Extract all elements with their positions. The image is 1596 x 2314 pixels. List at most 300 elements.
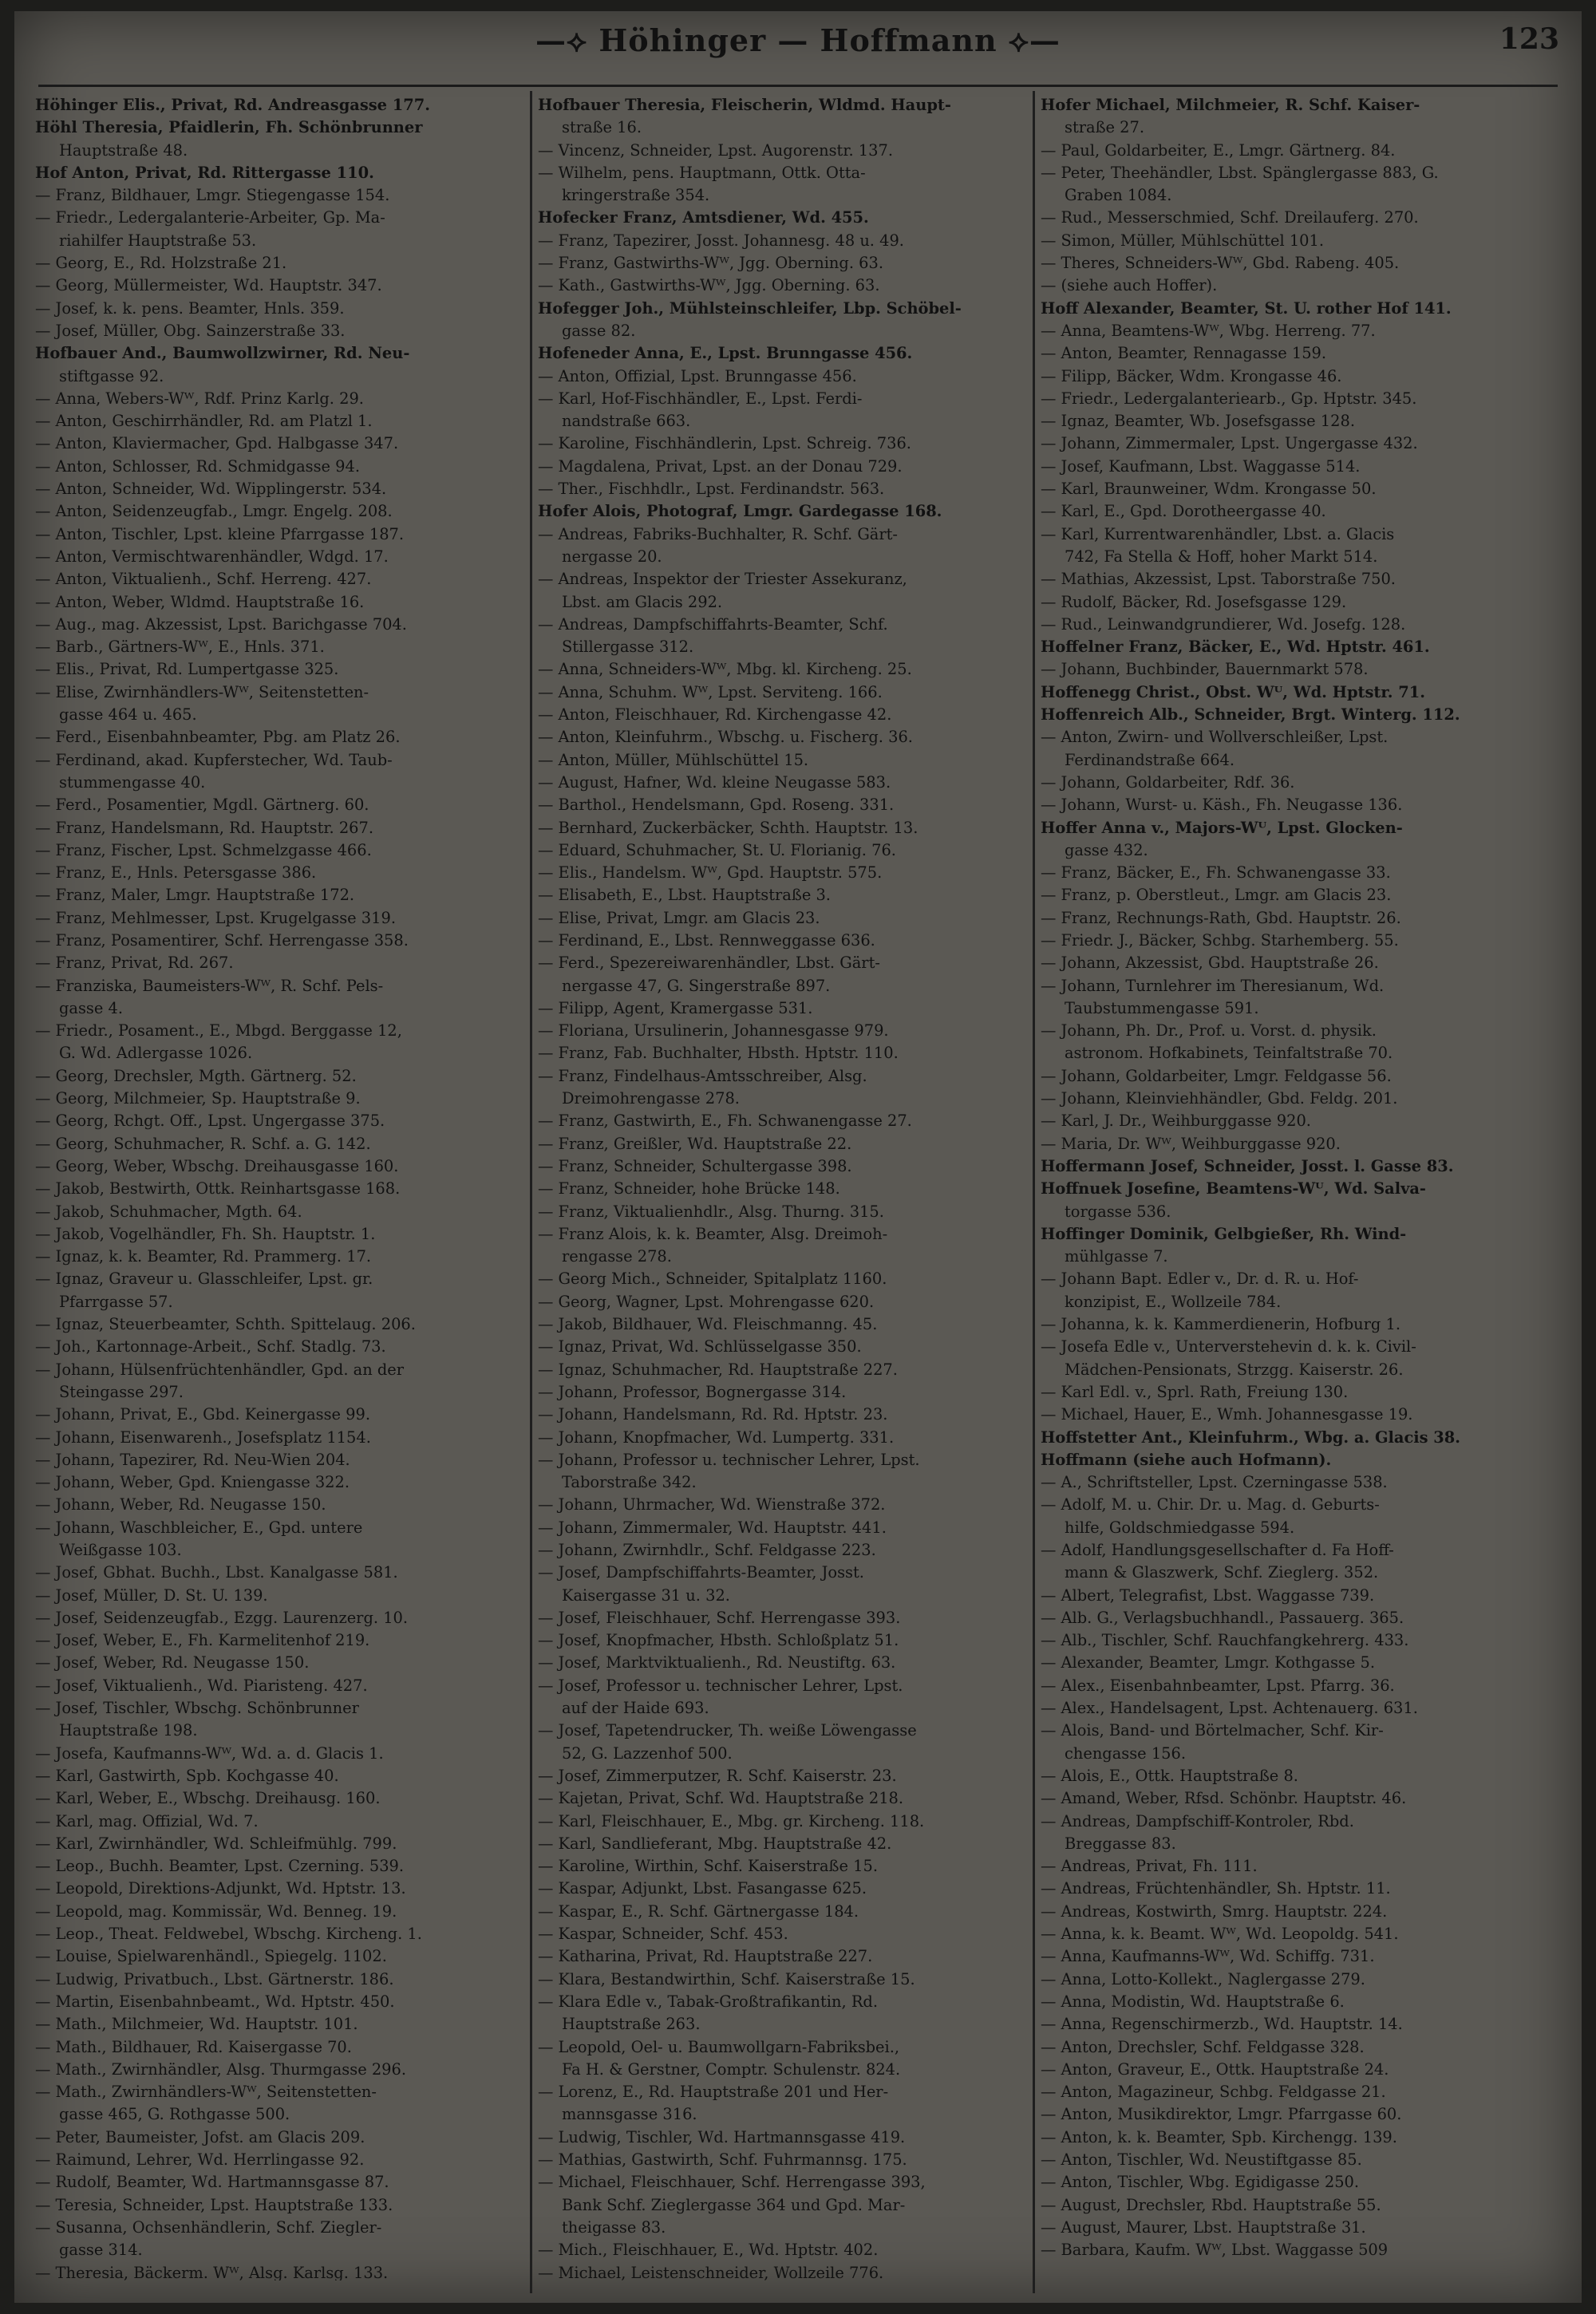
directory-line: Höhl Theresia, Pfaidlerin, Fh. Schönbrunner [35,118,423,137]
directory-line: auf der Haide 693. [562,1699,709,1718]
directory-line: — Ferd., Eisenbahnbeamter, Pbg. am Platz 26. [35,728,401,747]
directory-line: — Alois, E., Ottk. Hauptstraße 8. [1041,1766,1298,1785]
directory-line: — Josef, Seidenzeugfab., Ezgg. Laurenzerg. 10. [35,1608,409,1627]
directory-line: — Josef, Zimmerputzer, R. Schf. Kaiserstr. 23. [538,1766,897,1785]
directory-line: — Anna, Modistin, Wd. Hauptstraße 6. [1041,1992,1345,2011]
directory-line: — Franz, Gastwirths-Wᵂ, Jgg. Oberning. 63. [538,254,884,273]
directory-line: Kaisergasse 31 u. 32. [562,1585,730,1605]
directory-line: — Anton, Vermischtwarenhändler, Wdgd. 17. [35,547,389,566]
directory-line: — Karl, E., Gpd. Dorotheergasse 40. [1041,502,1326,521]
directory-line: Hauptstraße 263. [562,2015,701,2034]
directory-line: — Anton, Schlosser, Rd. Schmidgasse 94. [35,456,361,476]
directory-line: — Filipp, Bäcker, Wdm. Krongasse 46. [1041,366,1342,385]
directory-line: Hoffinger Dominik, Gelbgießer, Rh. Wind- [1041,1224,1407,1243]
directory-line: — Karl, Fleischhauer, E., Mbg. gr. Kircheng. 118. [538,1811,925,1830]
directory-line: — Louise, Spielwarenhändl., Spiegelg. 1102. [35,1947,387,1966]
directory-line: — Teresia, Schneider, Lpst. Hauptstraße 133. [35,2195,393,2214]
directory-line: konzipist, E., Wollzeile 784. [1065,1292,1282,1311]
directory-line: — Andreas, Dampfschiffahrts-Beamter, Schf. [538,614,888,634]
directory-line: — Josef, Weber, E., Fh. Karmelitenhof 219. [35,1631,370,1650]
directory-line: — Franz, Privat, Rd. 267. [35,954,234,973]
directory-line: — Filipp, Agent, Kramergasse 531. [538,998,813,1017]
directory-line: — Bernhard, Zuckerbäcker, Schth. Hauptstr. 13. [538,818,918,837]
directory-line: — Ferd., Spezereiwarenhändler, Lbst. Gärt- [538,954,880,973]
directory-line: — Katharina, Privat, Rd. Hauptstraße 227. [538,1947,873,1966]
directory-line: — Georg, Drechsler, Mgth. Gärtnerg. 52. [35,1066,357,1085]
directory-line: kringerstraße 354. [562,186,710,205]
directory-line: Taubstummengasse 591. [1065,998,1259,1017]
directory-line: Stillergasse 312. [562,638,694,657]
directory-line: — Franz, Fab. Buchhalter, Hbsth. Hptstr. 110. [538,1044,899,1063]
directory-line: — Anna, Webers-Wᵂ, Rdf. Prinz Karlg. 29. [35,389,364,408]
directory-line: rengasse 278. [562,1247,672,1266]
directory-line: — Anton, Magazineur, Schbg. Feldgasse 21. [1041,2083,1386,2102]
directory-line: — Leop., Buchh. Beamter, Lpst. Czerning. 539. [35,1857,405,1876]
directory-line: — Anton, Müller, Mühlschüttel 15. [538,750,809,769]
directory-line: — Johann, Eisenwarenh., Josefsplatz 1154. [35,1427,371,1447]
directory-line: — Georg Mich., Schneider, Spitalplatz 1160. [538,1270,887,1289]
directory-line: — Anton, Offizial, Lpst. Brunngasse 456. [538,366,857,385]
directory-line: — Franziska, Baumeisters-Wᵂ, R. Schf. Pels- [35,976,384,995]
directory-line: — Simon, Müller, Mühlschüttel 101. [1041,231,1325,250]
directory-line: — Ther., Fischhdlr., Lpst. Ferdinandstr. 563. [538,480,885,499]
directory-line: Hoffenreich Alb., Schneider, Brgt. Winterg. 112. [1041,705,1460,725]
directory-line: stiftgasse 92. [59,366,164,385]
directory-line: — Elisabeth, E., Lbst. Hauptstraße 3. [538,886,831,905]
directory-line: — Friedr., Ledergalanterie-Arbeiter, Gp. Ma- [35,208,385,227]
directory-line: — Franz Alois, k. k. Beamter, Alsg. Dreimoh- [538,1224,888,1243]
directory-line: — Johann, Akzessist, Gbd. Hauptstraße 26. [1041,954,1379,973]
directory-line: — Alex., Eisenbahnbeamter, Lpst. Pfarrg. 36. [1041,1676,1395,1695]
directory-line: — Anna, k. k. Beamt. Wᵂ, Wd. Leopoldg. 541. [1041,1925,1399,1944]
directory-line: Höhinger Elis., Privat, Rd. Andreasgasse 177. [35,96,430,114]
directory-line: — Raimund, Lehrer, Wd. Herrlingasse 92. [35,2150,365,2170]
directory-line: Hoffstetter Ant., Kleinfuhrm., Wbg. a. Glacis 38. [1041,1427,1461,1447]
directory-line: — Jakob, Bildhauer, Wd. Fleischmanng. 45. [538,1315,878,1334]
directory-line: — Elis., Handelsm. Wᵂ, Gpd. Hauptstr. 575. [538,863,883,883]
directory-line: — Elise, Privat, Lmgr. am Glacis 23. [538,908,820,927]
directory-line: — Karl, mag. Offizial, Wd. 7. [35,1811,259,1830]
directory-line: — Georg, Wagner, Lpst. Mohrengasse 620. [538,1292,875,1311]
directory-line: — Elise, Zwirnhändlers-Wᵂ, Seitenstetten- [35,682,369,701]
directory-line: — Ignaz, k. k. Beamter, Rd. Prammerg. 17. [35,1247,372,1266]
directory-page [14,11,1582,2303]
directory-line: — Ferdinand, E., Lbst. Rennweggasse 636. [538,930,875,950]
directory-line: gasse 314. [59,2241,143,2260]
directory-line: — Johann, Knopfmacher, Wd. Lumpertg. 331. [538,1427,895,1447]
directory-line: — Johann, Hülsenfrüchtenhändler, Gpd. an der [35,1360,405,1379]
directory-line: nergasse 47, G. Singerstraße 897. [562,976,831,995]
directory-line: 742, Fa Stella & Hoff, hoher Markt 514. [1065,547,1378,566]
directory-line: Hoff Alexander, Beamter, St. U. rother Hof 141. [1041,298,1452,318]
directory-line: — Mich., Fleischhauer, E., Wd. Hptstr. 402. [538,2241,879,2260]
directory-line: — Josef, Marktviktualienh., Rd. Neustiftg. 63. [538,1653,896,1672]
directory-line: — Michael, Hauer, E., Wmh. Johannesgasse 19. [1041,1405,1413,1424]
directory-line: Hoffenegg Christ., Obst. Wᵂ, Wd. Hptstr. 71. [1041,682,1426,701]
directory-line: Hauptstraße 198. [59,1721,198,1740]
directory-line: — Math., Zwirnhändler, Alsg. Thurmgasse 296. [35,2059,407,2079]
directory-line: — Eduard, Schuhmacher, St. U. Florianig. 76. [538,840,896,859]
directory-line: — Karoline, Fischhändlerin, Lpst. Schreig. 736. [538,434,911,453]
directory-line: — Karl Edl. v., Sprl. Rath, Freiung 130. [1041,1382,1349,1401]
directory-line: — Josefa Edle v., Unterverstehevin d. k. k. Civil- [1041,1337,1416,1356]
directory-line: — Theresia, Bäckerm. Wᵂ, Alsg. Karlsg. 133. [35,2263,389,2280]
directory-line: — Anton, Tischler, Wd. Neustiftgasse 85. [1041,2150,1362,2170]
directory-line: — Peter, Theehändler, Lbst. Spänglergasse 883, G. [1041,163,1439,182]
directory-line: — Georg, Schuhmacher, R. Schf. a. G. 142. [35,1134,371,1153]
directory-line: Hofeneder Anna, E., Lpst. Brunngasse 456. [538,344,913,363]
directory-line: — Karl, Braunweiner, Wdm. Krongasse 50. [1041,480,1377,499]
directory-line: Hoffer Anna v., Majors-Wᵂ, Lpst. Glocken- [1041,818,1403,837]
directory-line: — Rud., Messerschmied, Schf. Dreilauferg. 270. [1041,208,1419,227]
directory-line: — August, Drechsler, Rbd. Hauptstraße 55. [1041,2195,1381,2214]
directory-line: — Johann, Zwirnhdlr., Schf. Feldgasse 223. [538,1541,876,1559]
directory-line: — Anton, Viktualienh., Schf. Herreng. 427. [35,570,372,589]
directory-line: — Josef, Fleischhauer, Schf. Herrengasse 393. [538,1608,901,1627]
directory-line: — Karl, Zwirnhändler, Wd. Schleifmühlg. 799. [35,1834,397,1853]
directory-line: — Michael, Fleischhauer, Schf. Herrengasse 393, [538,2173,926,2192]
directory-line: gasse 82. [562,321,636,340]
directory-line: — Alois, Band- und Börtelmacher, Schf. Kir- [1041,1721,1384,1740]
directory-line: nergasse 20. [562,547,662,566]
directory-line: — Vincenz, Schneider, Lpst. Augorenstr. 137. [538,140,893,160]
directory-line: straße 27. [1065,118,1145,137]
directory-line: — Kath., Gastwirths-Wᵂ, Jgg. Oberning. 63. [538,276,880,295]
directory-line: gasse 4. [59,998,124,1017]
directory-line: — Josef, Knopfmacher, Hbsth. Schloßplatz 51. [538,1631,899,1650]
directory-line: Hoffermann Josef, Schneider, Josst. l. Gasse 83. [1041,1156,1454,1175]
directory-line: — Anton, Zwirn- und Wollverschleißer, Lpst. [1041,728,1389,747]
directory-line: straße 16. [562,118,642,137]
directory-line: — Albert, Telegrafist, Lbst. Waggasse 739. [1041,1585,1375,1605]
directory-line: Steingasse 297. [59,1382,184,1401]
directory-line: — Andreas, Inspektor der Triester Assekuranz, [538,570,907,589]
directory-line: Bank Schf. Zieglergasse 364 und Gpd. Mar- [562,2195,906,2214]
directory-line: — Franz, p. Oberstleut., Lmgr. am Glacis 23. [1041,886,1392,905]
directory-line: — Math., Milchmeier, Wd. Hauptstr. 101. [35,2015,358,2034]
directory-line: Hofer Alois, Photograf, Lmgr. Gardegasse 168. [538,502,942,521]
directory-line: Hoffelner Franz, Bäcker, E., Wd. Hptstr. 461. [1041,638,1430,657]
directory-line: — Joh., Kartonnage-Arbeit., Schf. Stadlg. 73. [35,1337,386,1356]
directory-line: — Johann, Handelsmann, Rd. Rd. Hptstr. 23. [538,1405,888,1424]
directory-line: — Franz, Maler, Lmgr. Hauptstraße 172. [35,886,355,905]
directory-line: — Franz, Bäcker, E., Fh. Schwanengasse 33. [1041,863,1391,883]
directory-line: — Andreas, Privat, Fh. 111. [1041,1857,1258,1876]
directory-line: — Johann, Uhrmacher, Wd. Wienstraße 372. [538,1495,886,1514]
directory-line: — Johann, Goldarbeiter, Lmgr. Feldgasse 56. [1041,1066,1392,1085]
directory-line: chengasse 156. [1065,1743,1187,1763]
directory-line: — Alb., Tischler, Schf. Rauchfangkehrerg. 433. [1041,1631,1409,1650]
directory-line: — Georg, Müllermeister, Wd. Hauptstr. 347. [35,276,382,295]
directory-line: — (siehe auch Hoffer). [1041,276,1218,295]
directory-line: Hofbauer Theresia, Fleischerin, Wldmd. Haupt- [538,96,951,114]
directory-line: — Georg, Milchmeier, Sp. Hauptstraße 9. [35,1089,361,1108]
directory-line: — Karoline, Wirthin, Schf. Kaiserstraße 15. [538,1857,878,1876]
directory-line: — Anton, Graveur, E., Ottk. Hauptstraße 24. [1041,2059,1389,2079]
directory-line: Hofecker Franz, Amtsdiener, Wd. 455. [538,208,869,227]
directory-line: — Anton, Kleinfuhrm., Wbschg. u. Fischerg. 36. [538,728,913,747]
directory-line: — Franz, Viktualienhdlr., Alsg. Thurng. 315. [538,1202,884,1221]
directory-line: — Franz, Greißler, Wd. Hauptstraße 22. [538,1134,852,1153]
directory-line: mannsgasse 316. [562,2105,697,2124]
directory-line: — Anton, Weber, Wldmd. Hauptstraße 16. [35,592,365,611]
directory-line: hilfe, Goldschmiedgasse 594. [1065,1518,1295,1537]
directory-line: — Franz, Findelhaus-Amtsschreiber, Alsg. [538,1066,867,1085]
directory-line: — Johann, Buchbinder, Bauernmarkt 578. [1041,660,1369,679]
directory-line: — Leopold, Direktions-Adjunkt, Wd. Hptstr. 13. [35,1879,406,1898]
running-head: —⟡ Höhinger — Hoffmann ⟡— [535,22,1061,58]
directory-line: — Johann, Professor, Bognergasse 314. [538,1382,847,1401]
directory-line: — Alb. G., Verlagsbuchhandl., Passauerg. 365. [1041,1608,1404,1627]
directory-line: — Johann, Professor u. technischer Lehrer, Lpst. [538,1450,920,1469]
directory-line: Lbst. am Glacis 292. [562,592,723,611]
directory-line: Hoffnuek Josefine, Beamtens-Wᵂ, Wd. Salva- [1041,1179,1426,1198]
directory-line: — Karl, Sandlieferant, Mbg. Hauptstraße 42. [538,1834,892,1853]
directory-line: — August, Maurer, Lbst. Hauptstraße 31. [1041,2217,1366,2237]
directory-line: Weißgasse 103. [59,1541,182,1559]
column-2 [538,94,1026,2280]
directory-line: — Klara, Bestandwirthin, Schf. Kaiserstraße 15. [538,1969,915,1988]
directory-line: 52, G. Lazzenhof 500. [562,1743,733,1763]
directory-line: — Josef, Tischler, Wbschg. Schönbrunner [35,1699,359,1718]
directory-line: — Karl, Hof-Fischhändler, E., Lpst. Ferdi- [538,389,863,408]
directory-line: — Karl, Kurrentwarenhändler, Lbst. a. Glacis [1041,524,1395,543]
directory-line: — Jakob, Schuhmacher, Mgth. 64. [35,1202,302,1221]
directory-line: gasse 465, G. Rothgasse 500. [59,2105,290,2124]
directory-line: — Johann, Weber, Gpd. Kniengasse 322. [35,1473,350,1492]
directory-line: — Rud., Leinwandgrundierer, Wd. Josefg. 128. [1041,614,1406,634]
directory-line: — Barbara, Kaufm. Wᵂ, Lbst. Waggasse 509 [1041,2241,1389,2260]
page-header [14,22,1582,78]
directory-line: — Andreas, Dampfschiff-Kontroler, Rbd. [1041,1811,1354,1830]
header-rule [38,85,1558,87]
directory-line: — Georg, Rchgt. Off., Lpst. Ungergasse 375. [35,1112,385,1131]
column-3 [1041,94,1529,2280]
directory-line: Graben 1084. [1065,186,1172,205]
directory-line: nandstraße 663. [562,412,691,431]
directory-line: — Barb., Gärtners-Wᵂ, E., Hnls. 371. [35,638,325,657]
directory-line: Taborstraße 342. [562,1473,697,1492]
directory-line: — Leopold, mag. Kommissär, Wd. Benneg. 19. [35,1901,397,1921]
directory-line: — Andreas, Kostwirth, Smrg. Hauptstr. 224. [1041,1901,1388,1921]
directory-line: — Georg, E., Rd. Holzstraße 21. [35,254,287,273]
directory-line: mühlgasse 7. [1065,1247,1168,1266]
directory-line: Hofbauer And., Baumwollzwirner, Rd. Neu- [35,344,410,363]
directory-line: — Josef, Tapetendrucker, Th. weiße Löwengasse [538,1721,917,1740]
directory-line: — Franz, Tapezirer, Josst. Johannesg. 48 u. 49. [538,231,904,250]
directory-line: — Jakob, Bestwirth, Ottk. Reinhartsgasse 168. [35,1179,401,1198]
directory-line: — Josef, k. k. pens. Beamter, Hnls. 359. [35,298,345,318]
directory-line: — Floriana, Ursulinerin, Johannesgasse 979. [538,1021,889,1041]
directory-line: — Kaspar, E., R. Schf. Gärtnergasse 184. [538,1901,859,1921]
directory-line: — Anton, Drechsler, Schf. Feldgasse 328. [1041,2037,1365,2056]
directory-line: — Anton, Schneider, Wd. Wipplingerstr. 534. [35,480,387,499]
directory-line: — Josef, Weber, Rd. Neugasse 150. [35,1653,310,1672]
directory-line: — Anton, Musikdirektor, Lmgr. Pfarrgasse 60. [1041,2105,1402,2124]
directory-line: — Kaspar, Adjunkt, Lbst. Fasangasse 625. [538,1879,867,1898]
directory-line: — Josef, Kaufmann, Lbst. Waggasse 514. [1041,456,1361,476]
directory-line: — Lorenz, E., Rd. Hauptstraße 201 und Her- [538,2083,889,2102]
directory-line: — Franz, Mehlmesser, Lpst. Krugelgasse 319. [35,908,396,927]
directory-line: — Elis., Privat, Rd. Lumpertgasse 325. [35,660,339,679]
directory-line: — Klara Edle v., Tabak-Großtrafikantin, Rd. [538,1992,878,2011]
directory-line: — Franz, Rechnungs-Rath, Gbd. Hauptstr. 26. [1041,908,1401,927]
directory-line: Pfarrgasse 57. [59,1292,173,1311]
directory-line: — Anton, Beamter, Rennagasse 159. [1041,344,1327,363]
directory-line: — Josef, Gbhat. Buchh., Lbst. Kanalgasse 581. [35,1563,398,1582]
directory-line: — Johann, Goldarbeiter, Rdf. 36. [1041,772,1295,792]
directory-line: — Johann, Tapezirer, Rd. Neu-Wien 204. [35,1450,350,1469]
directory-line: — Franz, Handelsmann, Rd. Hauptstr. 267. [35,818,374,837]
directory-line: — Anton, Klaviermacher, Gpd. Halbgasse 347. [35,434,399,453]
directory-line: — Michael, Leistenschneider, Wollzeile 776. [538,2263,884,2280]
directory-line: torgasse 536. [1065,1202,1171,1221]
directory-line: — Josef, Müller, D. St. U. 139. [35,1585,268,1605]
directory-line: — Anton, Geschirrhändler, Rd. am Platzl 1. [35,412,373,431]
directory-line: — Anna, Regenschirmerzb., Wd. Hauptstr. 14. [1041,2015,1403,2034]
directory-line: — Friedr. J., Bäcker, Schbg. Starhemberg. 55. [1041,930,1399,950]
directory-line: — Anna, Beamtens-Wᵂ, Wbg. Herreng. 77. [1041,321,1376,340]
directory-line: — Leopold, Oel- u. Baumwollgarn-Fabriksbei., [538,2037,900,2056]
directory-line: — Johann, Zimmermaler, Wd. Hauptstr. 441. [538,1518,887,1537]
directory-line: — August, Hafner, Wd. kleine Neugasse 583. [538,772,891,792]
directory-line: — Susanna, Ochsenhändlerin, Schf. Ziegler- [35,2217,382,2237]
directory-line: — Josef, Dampfschiffahrts-Beamter, Josst. [538,1563,864,1582]
directory-line: — Barthol., Hendelsmann, Gpd. Roseng. 331. [538,796,895,815]
directory-line: — Georg, Weber, Wbschg. Dreihausgasse 160. [35,1156,399,1175]
directory-line: Fa H. & Gerstner, Comptr. Schulenstr. 824. [562,2059,901,2079]
directory-line: — Karl, Gastwirth, Spb. Kochgasse 40. [35,1766,339,1785]
directory-line: Hof Anton, Privat, Rd. Rittergasse 110. [35,163,374,182]
page-number: 123 [1499,22,1559,56]
directory-line: Mädchen-Pensionats, Strzgg. Kaiserstr. 26. [1065,1360,1404,1379]
directory-line: — Jakob, Vogelhändler, Fh. Sh. Hauptstr. 1. [35,1224,376,1243]
directory-line: Hofegger Joh., Mühlsteinschleifer, Lbp. Schöbel- [538,298,962,318]
directory-line: — Maria, Dr. Wᵂ, Weihburggasse 920. [1041,1134,1341,1153]
directory-line: gasse 464 u. 465. [59,705,197,725]
column-divider [1033,91,1035,2293]
directory-line: Breggasse 83. [1065,1834,1176,1853]
directory-line: — Adolf, Handlungsgesellschafter d. Fa Hoff- [1041,1541,1394,1559]
directory-line: G. Wd. Adlergasse 1026. [59,1044,253,1063]
directory-line: — Josef, Professor u. technischer Lehrer, Lpst. [538,1676,903,1695]
directory-line: Hauptstraße 48. [59,140,188,160]
directory-line: — Johann, Weber, Rd. Neugasse 150. [35,1495,326,1514]
directory-line: — Math., Bildhauer, Rd. Kaisergasse 70. [35,2037,352,2056]
directory-line: — Aug., mag. Akzessist, Lpst. Barichgasse 704. [35,614,407,634]
directory-line: — Ludwig, Tischler, Wd. Hartmannsgasse 419. [538,2127,906,2146]
directory-line: — Amand, Weber, Rfsd. Schönbr. Hauptstr. 46. [1041,1789,1407,1808]
directory-line: — Kajetan, Privat, Schf. Wd. Hauptstraße 218. [538,1789,904,1808]
directory-line: — Anna, Lotto-Kollekt., Naglergasse 279. [1041,1969,1365,1988]
directory-line: — Ferd., Posamentier, Mgdl. Gärtnerg. 60. [35,796,369,815]
directory-line: — Wilhelm, pens. Hauptmann, Ottk. Otta- [538,163,866,182]
directory-line: — Adolf, M. u. Chir. Dr. u. Mag. d. Geburts- [1041,1495,1380,1514]
directory-line: — Karl, Weber, E., Wbschg. Dreihausg. 160. [35,1789,381,1808]
directory-line: — Friedr., Posament., E., Mbgd. Berggasse 12, [35,1021,402,1041]
directory-line: Hofer Michael, Milchmeier, R. Schf. Kaiser- [1041,96,1420,114]
directory-line: — Ferdinand, akad. Kupferstecher, Wd. Taub- [35,750,393,769]
directory-line: — Anna, Schneiders-Wᵂ, Mbg. kl. Kircheng. 25. [538,660,912,679]
directory-line: — Kaspar, Schneider, Schf. 453. [538,1925,788,1944]
directory-line: — Alexander, Beamter, Lmgr. Kothgasse 5. [1041,1653,1376,1672]
directory-line: — Ludwig, Privatbuch., Lbst. Gärtnerstr. 186. [35,1969,394,1988]
directory-line: — Franz, Schneider, Schultergasse 398. [538,1156,852,1175]
directory-line: Ferdinandstraße 664. [1065,750,1235,769]
directory-line: mann & Glaszwerk, Schf. Zieglerg. 352. [1065,1563,1379,1582]
directory-line: — Ignaz, Steuerbeamter, Schth. Spittelaug. 206. [35,1315,416,1334]
directory-line: — Mathias, Akzessist, Lpst. Taborstraße 750. [1041,570,1396,589]
directory-line: — Johann Bapt. Edler v., Dr. d. R. u. Hof- [1041,1270,1359,1289]
directory-line: — Andreas, Früchtenhändler, Sh. Hptstr. 11. [1041,1879,1391,1898]
directory-line: — Johann, Zimmermaler, Lpst. Ungergasse 432. [1041,434,1418,453]
column-1 [35,94,523,2280]
directory-line: — Josefa, Kaufmanns-Wᵂ, Wd. a. d. Glacis 1. [35,1743,384,1763]
directory-line: — Franz, Schneider, hohe Brücke 148. [538,1179,840,1198]
directory-line: — Johanna, k. k. Kammerdienerin, Hofburg 1. [1041,1315,1400,1334]
directory-line: — Anton, Fleischhauer, Rd. Kirchengasse 42. [538,705,892,725]
directory-line: — Ignaz, Graveur u. Glasschleifer, Lpst. gr. [35,1270,373,1289]
directory-line: — Ignaz, Schuhmacher, Rd. Hauptstraße 227. [538,1360,898,1379]
directory-line: — Rudolf, Bäcker, Rd. Josefsgasse 129. [1041,592,1347,611]
directory-line: — Paul, Goldarbeiter, E., Lmgr. Gärtnerg. 84. [1041,140,1396,160]
directory-line: — Magdalena, Privat, Lpst. an der Donau 729. [538,456,903,476]
directory-line: — Friedr., Ledergalanteriearb., Gp. Hptstr. 345. [1041,389,1417,408]
directory-line: — Johann, Turnlehrer im Theresianum, Wd. [1041,976,1385,995]
directory-line: — Franz, E., Hnls. Petersgasse 386. [35,863,317,883]
directory-line: — Math., Zwirnhändlers-Wᵂ, Seitenstetten- [35,2083,377,2102]
column-divider [530,91,532,2293]
directory-line: — Josef, Viktualienh., Wd. Piaristeng. 427. [35,1676,368,1695]
directory-line: Dreimohrengasse 278. [562,1089,740,1108]
directory-line: — Anton, Tischler, Lpst. kleine Pfarrgasse 187. [35,524,405,543]
directory-line: — Johann, Wurst- u. Käsh., Fh. Neugasse 136. [1041,796,1403,815]
directory-line: — Karl, J. Dr., Weihburggasse 920. [1041,1112,1311,1131]
directory-line: riahilfer Hauptstraße 53. [59,231,257,250]
directory-line: Hoffmann (siehe auch Hofmann). [1041,1450,1332,1469]
directory-line: — Leop., Theat. Feldwebel, Wbschg. Kircheng. 1. [35,1925,422,1944]
directory-line: — Anton, Tischler, Wbg. Egidigasse 250. [1041,2173,1360,2192]
directory-line: — Andreas, Fabriks-Buchhalter, R. Schf. Gärt- [538,524,898,543]
directory-line: — Johann, Privat, E., Gbd. Keinergasse 99. [35,1405,371,1424]
directory-line: stummengasse 40. [59,772,206,792]
directory-line: gasse 432. [1065,840,1148,859]
directory-line: — Peter, Baumeister, Jofst. am Glacis 209. [35,2127,365,2146]
directory-line: — Josef, Müller, Obg. Sainzerstraße 33. [35,321,346,340]
directory-line: — Anton, k. k. Beamter, Spb. Kirchengg. 139. [1041,2127,1397,2146]
directory-line: — Anna, Kaufmanns-Wᵂ, Wd. Schiffg. 731. [1041,1947,1375,1966]
directory-line: — Mathias, Gastwirth, Schf. Fuhrmannsg. 175. [538,2150,907,2170]
directory-line: — Franz, Posamentirer, Schf. Herrengasse 358. [35,930,409,950]
directory-line: theigasse 83. [562,2217,666,2237]
directory-line: — Johann, Ph. Dr., Prof. u. Vorst. d. physik. [1041,1021,1377,1041]
directory-line: — Franz, Fischer, Lpst. Schmelzgasse 466. [35,840,372,859]
directory-line: — Franz, Gastwirth, E., Fh. Schwanengasse 27. [538,1112,912,1131]
directory-line: — Martin, Eisenbahnbeamt., Wd. Hptstr. 450. [35,1992,395,2011]
directory-line: — Ignaz, Privat, Wd. Schlüsselgasse 350. [538,1337,862,1356]
directory-line: — Franz, Bildhauer, Lmgr. Stiegengasse 154. [35,186,390,205]
directory-line: — Theres, Schneiders-Wᵂ, Gbd. Rabeng. 405. [1041,254,1400,273]
directory-line: astronom. Hofkabinets, Teinfaltstraße 70. [1065,1044,1393,1063]
directory-line: — Anna, Schuhm. Wᵂ, Lpst. Serviteng. 166. [538,682,883,701]
directory-line: — Johann, Kleinviehhändler, Gbd. Feldg. 201. [1041,1089,1398,1108]
directory-line: — Alex., Handelsagent, Lpst. Achtenauerg. 631. [1041,1699,1418,1718]
directory-line: — Rudolf, Beamter, Wd. Hartmannsgasse 87. [35,2173,389,2192]
directory-line: — Johann, Waschbleicher, E., Gpd. untere [35,1518,363,1537]
directory-line: — A., Schriftsteller, Lpst. Czerningasse 538. [1041,1473,1388,1492]
directory-line: — Anton, Seidenzeugfab., Lmgr. Engelg. 208. [35,502,393,521]
directory-line: — Ignaz, Beamter, Wb. Josefsgasse 128. [1041,412,1355,431]
